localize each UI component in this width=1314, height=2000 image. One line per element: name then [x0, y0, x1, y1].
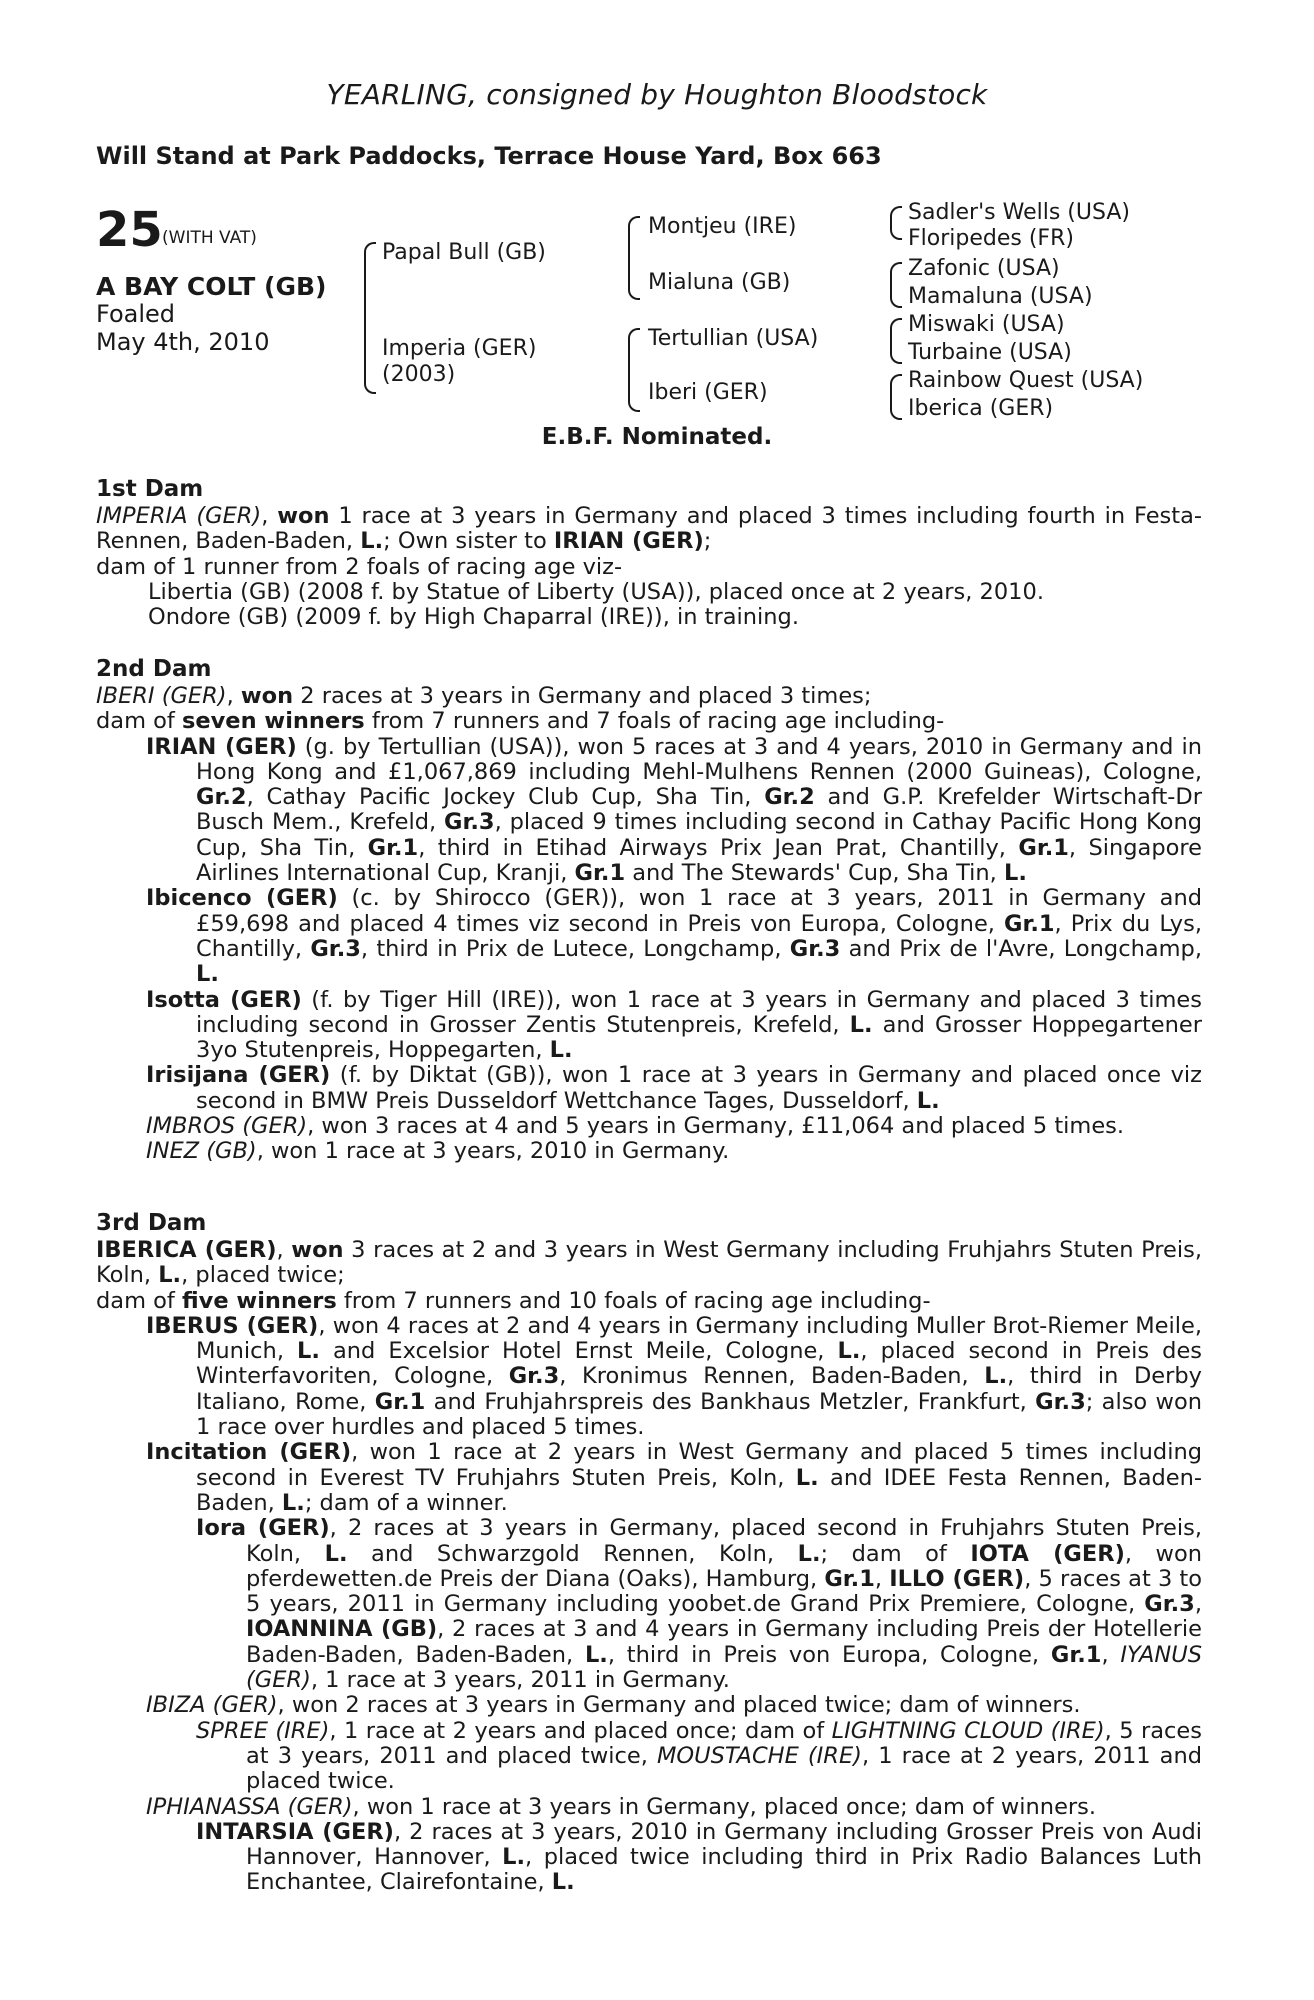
pedigree-dam-dam: Iberi (GER)	[648, 380, 768, 405]
lot-name: A BAY COLT (GB)	[96, 272, 327, 301]
produce-entry: Irisijana (GER) (f. by Diktat (GB)), won 1 race at 3 years in Germany and placed once viz second in BMW Preis Dusseldorf Wettchance Tages, Dusseldorf, L.	[146, 1062, 1202, 1114]
pedigree-brace-g1	[890, 206, 902, 240]
pedigree-sire-dam: Mialuna (GB)	[648, 270, 791, 295]
second-dam-heading: 2nd Dam	[96, 656, 212, 682]
first-dam-heading: 1st Dam	[96, 476, 204, 502]
pedigree-brace-g2	[890, 262, 902, 308]
pedigree-brace-sire	[628, 216, 640, 300]
page-title: YEARLING, consigned by Houghton Bloodstock	[326, 78, 988, 111]
produce-entry: IBIZA (GER), won 2 races at 3 years in Germany and placed twice; dam of winners.	[146, 1692, 1081, 1719]
stand-location: Will Stand at Park Paddocks, Terrace House Yard, Box 663	[96, 142, 882, 170]
produce-entry: Ibicenco (GER) (c. by Shirocco (GER)), won 1 race at 3 years, 2011 in Germany and £59,698 and placed 4 times viz second in Preis von Europa, Cologne, Gr.1, Prix du Lys, Chantilly, Gr.3, third in Prix de Lutece, Longchamp, Gr.3 and Prix de l'Avre, Longchamp, L.	[146, 885, 1203, 988]
produce-entry: IRIAN (GER) (g. by Tertullian (USA)), won 5 races at 3 and 4 years, 2010 in Germany and in Hong Kong and £1,067,869 including Mehl-Mulhens Rennen (2000 Guineas), Cologne, Gr.2, Cathay Pacific Jockey Club Cup, Sha Tin, Gr.2 and G.P. Krefelder Wirtschaft-Dr Busch Mem., Krefeld, Gr.3, placed 9 times including second in Cathay Pacific Hong Kong Cup, Sha Tin, Gr.1, third in Etihad Airways Prix Jean Prat, Chantilly, Gr.1, Singapore Airlines International Cup, Kranji, Gr.1 and The Stewards' Cup, Sha Tin, L.	[146, 733, 1202, 887]
pedigree-dam-sire: Tertullian (USA)	[648, 326, 819, 351]
pedigree-g3-8: Iberica (GER)	[908, 396, 1054, 421]
pedigree-brace-dam	[628, 328, 640, 412]
foaled-label: Foaled	[96, 300, 176, 328]
vat-label: (WITH VAT)	[162, 228, 257, 248]
produce-entry: IPHIANASSA (GER), won 1 race at 3 years in Germany, placed once; dam of winners.	[146, 1793, 1097, 1820]
first-dam-text	[96, 504, 1202, 630]
pedigree-g3-4: Mamaluna (USA)	[908, 284, 1093, 309]
second-dam-produce: dam of seven winners from 7 runners and 7 foals of racing age including-	[96, 708, 945, 735]
foal-entry: Libertia (GB) (2008 f. by Statue of Liberty (USA)), placed once at 2 years, 2010.	[148, 578, 1044, 605]
pedigree-g3-7: Rainbow Quest (USA)	[908, 368, 1144, 393]
produce-entry: INEZ (GB), won 1 race at 3 years, 2010 in Germany.	[146, 1138, 730, 1165]
first-dam-record: IMPERIA (GER), won 1 race at 3 years in Germany and placed 3 times including fourth in Festa-Rennen, Baden-Baden, L.; Own sister to IRIAN (GER);	[96, 503, 1202, 555]
pedigree-dam-year: (2003)	[382, 362, 456, 387]
third-dam-text	[96, 1238, 1202, 1896]
third-dam-record: IBERICA (GER), won 3 races at 2 and 3 years in West Germany including Fruhjahrs Stuten Preis, Koln, L., placed twice;	[96, 1237, 1203, 1289]
first-dam-produce: dam of 1 runner from 2 foals of racing age viz-	[96, 553, 623, 580]
pedigree-brace-parents	[364, 242, 376, 394]
foal-entry: Ondore (GB) (2009 f. by High Chaparral (IRE)), in training.	[148, 604, 799, 631]
pedigree-g3-6: Turbaine (USA)	[908, 340, 1072, 365]
foaled-info	[96, 300, 269, 356]
pedigree-g3-1: Sadler's Wells (USA)	[908, 200, 1130, 225]
lot-number: 25	[96, 202, 163, 258]
pedigree-g3-3: Zafonic (USA)	[908, 256, 1060, 281]
foaled-date: May 4th, 2010	[96, 328, 270, 356]
produce-entry: Incitation (GER), won 1 race at 2 years in West Germany and placed 5 times including second in Everest TV Fruhjahrs Stuten Preis, Koln, L. and IDEE Festa Rennen, Baden-Baden, L.; dam of a winner.	[146, 1439, 1203, 1516]
second-dam-text	[96, 684, 1202, 1165]
third-dam-heading: 3rd Dam	[96, 1210, 207, 1236]
third-dam-produce: dam of five winners from 7 runners and 10 foals of racing age including-	[96, 1287, 931, 1314]
pedigree-sire-sire: Montjeu (IRE)	[648, 214, 797, 239]
pedigree-g3-5: Miswaki (USA)	[908, 312, 1065, 337]
produce-entry: IBERUS (GER), won 4 races at 2 and 4 years in Germany including Muller Brot-Riemer Meile, Munich, L. and Excelsior Hotel Ernst Meile, Cologne, L., placed second in Preis des Winterfavoriten, Cologne, Gr.3, Kronimus Rennen, Baden-Baden, L., third in Derby Italiano, Rome, Gr.1 and Fruhjahrspreis des Bankhaus Metzler, Frankfurt, Gr.3; also won 1 race over hurdles and placed 5 times.	[146, 1312, 1203, 1441]
pedigree-sire: Papal Bull (GB)	[382, 240, 546, 265]
produce-entry: Iora (GER), 2 races at 3 years in Germany, placed second in Fruhjahrs Stuten Preis, Koln, L. and Schwarzgold Rennen, Koln, L.; dam of IOTA (GER), won pferdewetten.de Preis der Diana (Oaks), Hamburg, Gr.1, ILLO (GER), 5 races at 3 to 5 years, 2011 in Germany including yoobet.de Grand Prix Premiere, Cologne, Gr.3, IOANNINA (GB), 2 races at 3 and 4 years in Germany including Preis der Hotellerie Baden-Baden, Baden-Baden, L., third in Preis von Europa, Cologne, Gr.1, IYANUS (GER), 1 race at 3 years, 2011 in Germany.	[196, 1515, 1203, 1694]
pedigree-g3-2: Floripedes (FR)	[908, 226, 1074, 251]
produce-entry: SPREE (IRE), 1 race at 2 years and placed once; dam of LIGHTNING CLOUD (IRE), 5 races at 3 years, 2011 and placed twice, MOUSTACHE (IRE), 1 race at 2 years, 2011 and placed twice.	[196, 1717, 1203, 1795]
pedigree-dam: Imperia (GER)	[382, 336, 537, 361]
pedigree-brace-g3	[890, 318, 902, 364]
produce-entry: INTARSIA (GER), 2 races at 3 years, 2010 in Germany including Grosser Preis von Audi Hannover, Hannover, L., placed twice including third in Prix Radio Balances Luth Enchantee, Clairefontaine, L.	[196, 1818, 1202, 1896]
produce-entry: IMBROS (GER), won 3 races at 4 and 5 years in Germany, £11,064 and placed 5 times.	[146, 1113, 1125, 1140]
second-dam-record: IBERI (GER), won 2 races at 3 years in Germany and placed 3 times;	[96, 683, 872, 709]
ebf-nomination: E.B.F. Nominated.	[541, 424, 773, 450]
produce-entry: Isotta (GER) (f. by Tiger Hill (IRE)), won 1 race at 3 years in Germany and placed 3 times including second in Grosser Zentis Stutenpreis, Krefeld, L. and Grosser Hoppegartener 3yo Stutenpreis, Hoppegarten, L.	[146, 986, 1203, 1064]
pedigree-brace-g4	[890, 374, 902, 420]
